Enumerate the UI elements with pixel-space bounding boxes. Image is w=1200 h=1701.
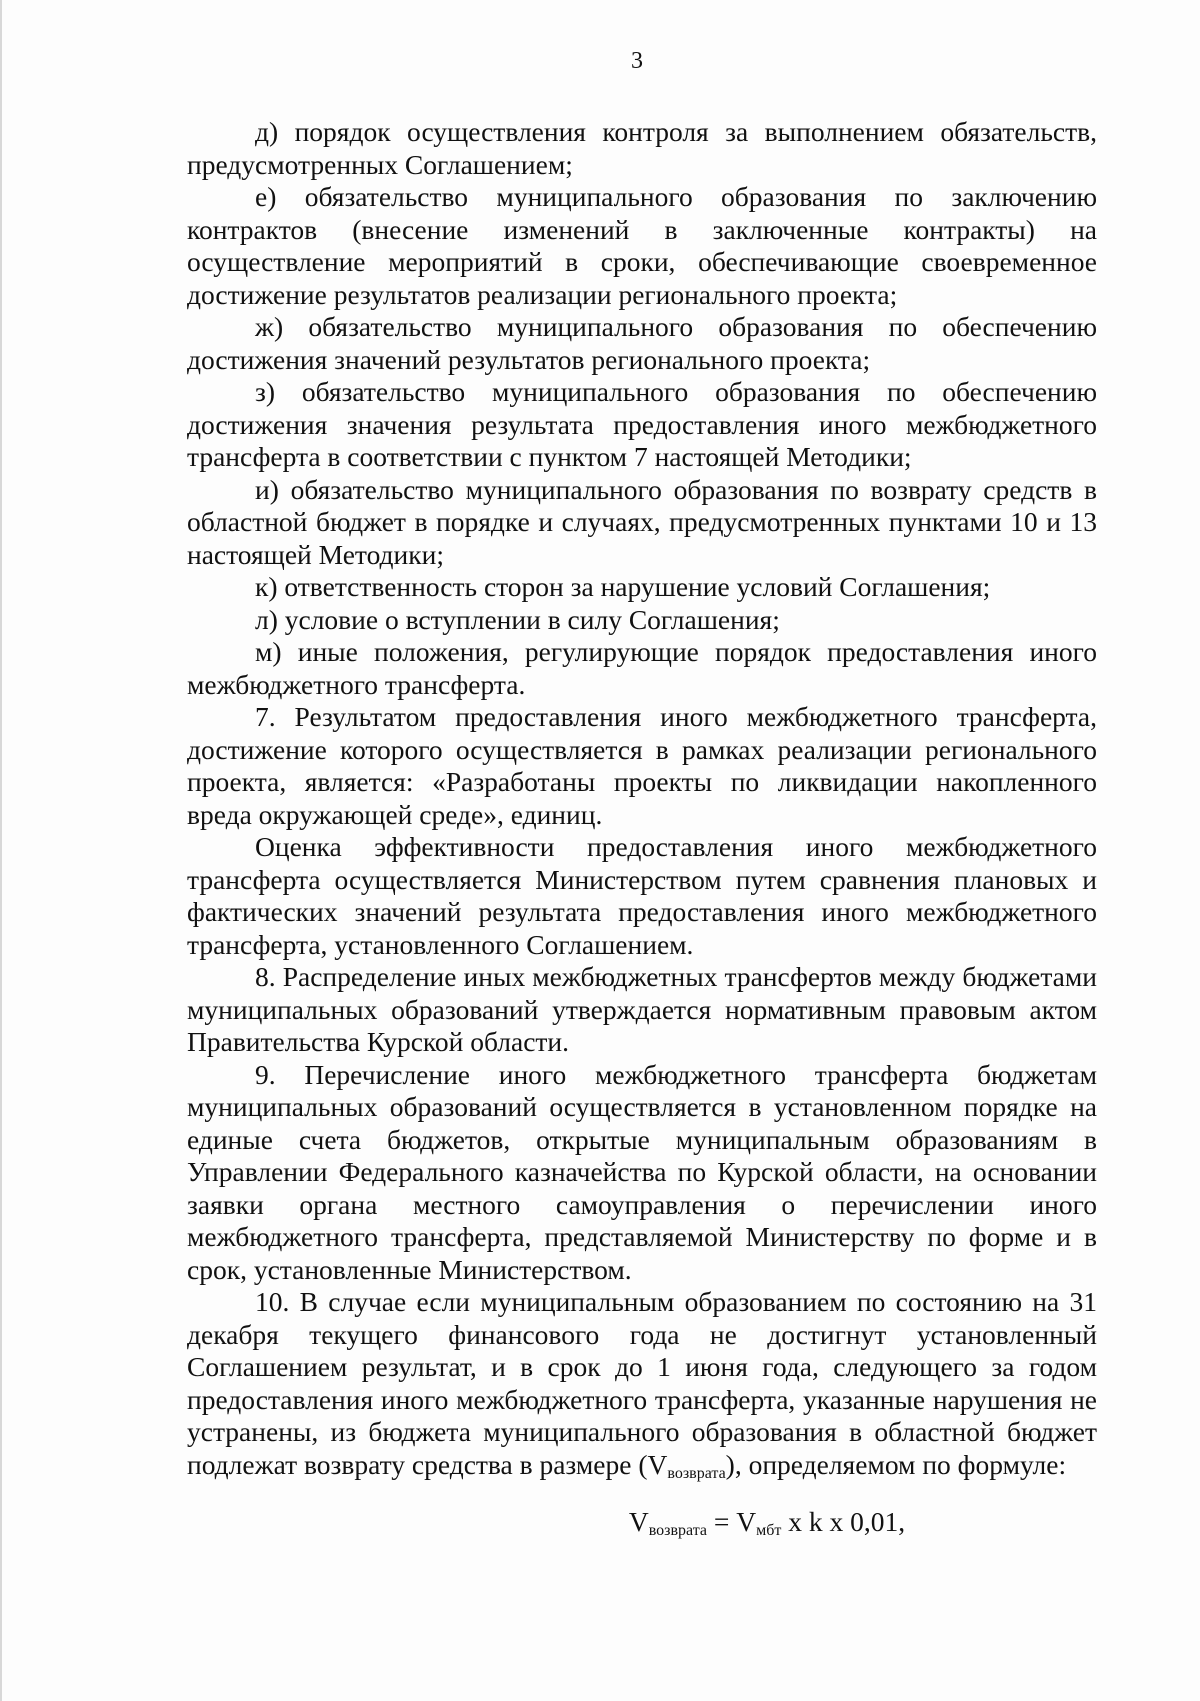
paragraph-m: м) иные положения, регулирующие порядок предоставления иного межбюджетного трансферта. <box>187 636 1097 700</box>
formula-equals: = <box>707 1506 737 1537</box>
formula-rest: x k x 0,01, <box>781 1506 906 1537</box>
paragraph-10-text-after: ), определяемом по формуле: <box>725 1448 1067 1480</box>
paragraph-d: д) порядок осуществления контроля за выполнением обязательств, предусмотренных Соглашением; <box>187 116 1097 180</box>
document-body <box>187 116 1097 1548</box>
paragraph-k: к) ответственность сторон за нарушение условий Соглашения; <box>255 571 991 602</box>
paragraph-10-subscript: возврата <box>667 1464 726 1482</box>
paragraph-8: 8. Распределение иных межбюджетных трансфертов между бюджетами муниципальных образований утверждается нормативным правовым актом Правительства Курской области. <box>187 961 1097 1057</box>
paragraph-10 <box>187 1286 1097 1490</box>
formula-lhs-subscript: возврата <box>648 1522 707 1539</box>
paragraph-z: з) обязательство муниципального образования по обеспечению достижения значения результата предоставления иного межбюджетного трансферта в соответствии с пунктом 7 настоящей Методики; <box>187 376 1097 472</box>
paragraph-10-text-before: 10. В случае если муниципальным образованием по состоянию на 31 декабря текущего финансового года не достигнут установленный Соглашением результат, и в срок до 1 июня года, следующего за годом предоставления иного межбюджетного трансферта, указанные нарушения не устранены, из бюджета муниципального образования в областной бюджет подлежат возврату средства в размере (V <box>187 1286 1097 1480</box>
paragraph-7: 7. Результатом предоставления иного межбюджетного трансферта, достижение которого осуществляется в рамках реализации регионального проекта, является: «Разработаны проекты по ликвидации накопленного вреда окружающей среде», единиц. <box>187 701 1097 830</box>
paragraph-zh: ж) обязательство муниципального образования по обеспечению достижения значений результатов регионального проекта; <box>187 311 1097 375</box>
page-number: 3 <box>631 48 643 74</box>
paragraph-i: и) обязательство муниципального образования по возврату средств в областной бюджет в порядке и случаях, предусмотренных пунктами 10 и 13 настоящей Методики; <box>187 473 1097 570</box>
formula-lhs-symbol: V <box>628 1506 649 1537</box>
return-formula <box>187 1506 1097 1548</box>
paragraph-l: л) условие о вступлении в силу Соглашения; <box>255 603 780 635</box>
paragraph-evaluation: Оценка эффективности предоставления иного межбюджетного трансферта осуществляется Министерством путем сравнения плановых и фактических значений результата предоставления иного межбюджетного трансферта, установленного Соглашением. <box>187 831 1097 960</box>
paragraph-9: 9. Перечисление иного межбюджетного трансферта бюджетам муниципальных образований осуществляется в установленном порядке на единые счета бюджетов, открытые муниципальным образованиям в Управлении Федерального казначейства по Курской области, на основании заявки органа местного самоуправления о перечислении иного межбюджетного трансферта, представляемой Министерству по форме и в срок, установленные Министерством. <box>187 1058 1097 1285</box>
paragraph-e: е) обязательство муниципального образования по заключению контрактов (внесение изменений в заключенные контракты) на осуществление мероприятий в сроки, обеспечивающие своевременное достижение результатов реализации регионального проекта; <box>187 181 1097 310</box>
formula-rhs-symbol: V <box>736 1506 757 1537</box>
formula-rhs-subscript: мбт <box>756 1522 782 1539</box>
